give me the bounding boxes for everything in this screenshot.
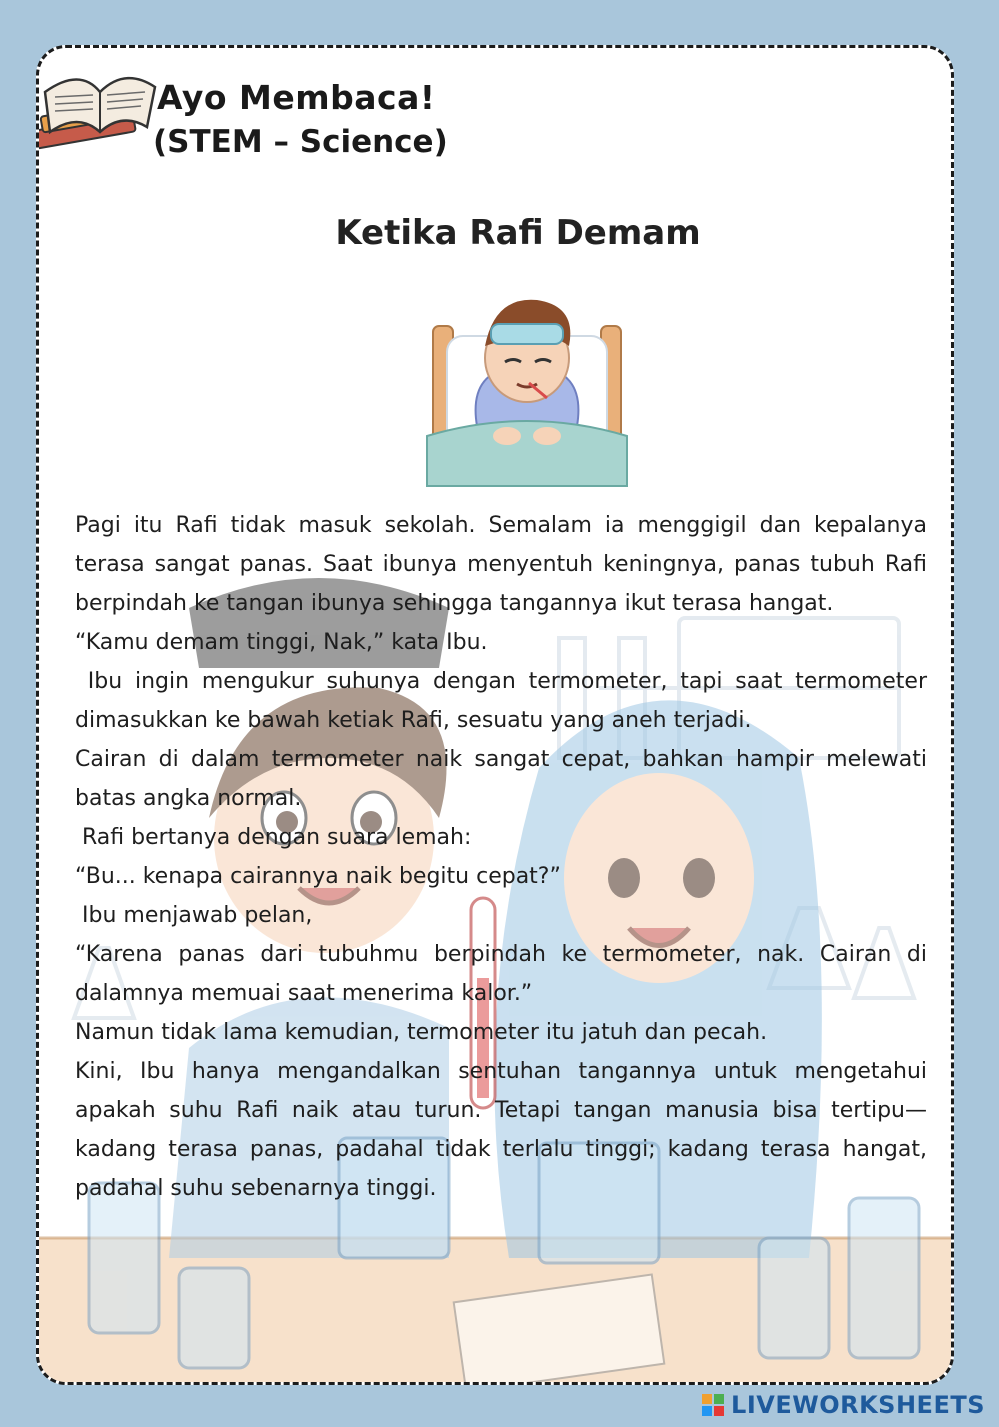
story-paragraph-5: Rafi bertanya dengan suara lemah: xyxy=(75,825,472,850)
liveworksheets-brand: LIVEWORKSHEETS xyxy=(731,1391,985,1419)
story-paragraph-10: Kini, Ibu hanya mengandalkan sentuhan tangannya untuk mengetahui apakah suhu Rafi naik atau turun. Tetapi tangan manusia bisa tertipu—kadang terasa panas, padahal tidak terlalu tinggi; kadang terasa hangat, padahal suhu sebenarnya tinggi. xyxy=(75,1059,927,1201)
story-paragraph-1: Pagi itu Rafi tidak masuk sekolah. Semalam ia menggigil dan kepalanya terasa sangat panas. Saat ibunya menyentuh keningnya, panas tubuh Rafi berpindah ke tangan ibunya sehingga tangannya ikut terasa hangat. xyxy=(75,513,927,616)
open-book-icon xyxy=(36,52,165,162)
liveworksheets-grid-icon xyxy=(701,1393,725,1417)
story-paragraph-7: Ibu menjawab pelan, xyxy=(75,903,313,928)
header-subtitle: (STEM – Science) xyxy=(153,124,448,160)
story-paragraph-2: “Kamu demam tinggi, Nak,” kata Ibu. xyxy=(75,630,488,655)
story-paragraph-9: Namun tidak lama kemudian, termometer itu jatuh dan pecah. xyxy=(75,1020,768,1045)
story-paragraph-8: “Karena panas dari tubuhmu berpindah ke termometer, nak. Cairan di dalamnya memuai saat menerima kalor.” xyxy=(75,942,927,1006)
story-text xyxy=(75,506,934,1208)
header-title: Ayo Membaca! xyxy=(157,78,436,117)
sick-boy-illustration xyxy=(417,286,637,496)
story-title: Ketika Rafi Demam xyxy=(335,213,701,253)
worksheet-page xyxy=(36,45,954,1385)
story-paragraph-6: “Bu... kenapa cairannya naik begitu cepat?” xyxy=(75,864,561,889)
story-paragraph-3: Ibu ingin mengukur suhunya dengan termometer, tapi saat termometer dimasukkan ke bawah ketiak Rafi, sesuatu yang aneh terjadi. xyxy=(75,669,934,733)
liveworksheets-logo[interactable] xyxy=(701,1391,985,1419)
story-paragraph-4: Cairan di dalam termometer naik sangat cepat, bahkan hampir melewati batas angka normal. xyxy=(75,747,927,811)
